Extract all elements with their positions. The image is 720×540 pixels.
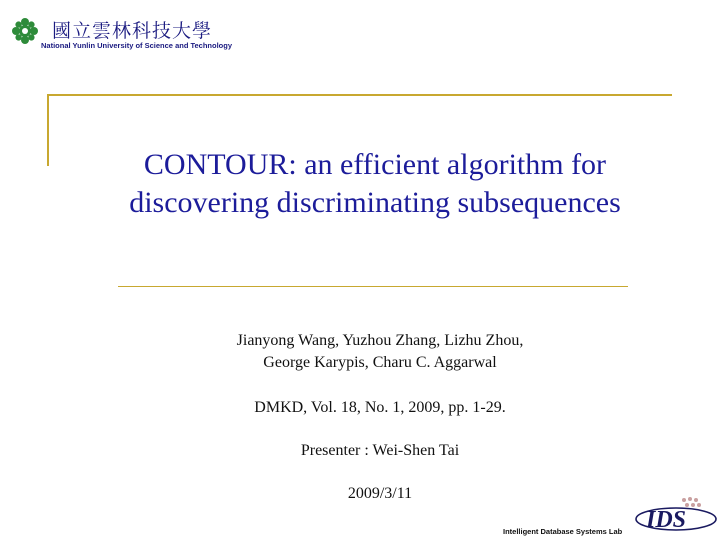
flower-emblem-icon — [12, 18, 38, 44]
slide-title — [60, 146, 690, 222]
presenter: Presenter : Wei-Shen Tai — [300, 442, 460, 459]
authors — [80, 330, 680, 374]
title-frame-top-border — [47, 94, 672, 96]
citation: DMKD, Vol. 18, No. 1, 2009, pp. 1-29. — [254, 399, 506, 416]
lab-name: Intelligent Database Systems Lab — [503, 527, 623, 536]
university-name-english: National Yunlin University of Science and Technology — [41, 41, 233, 50]
title-line-1: CONTOUR: an efficient algorithm for — [143, 148, 607, 181]
title-line-2: discovering discriminating subsequences — [129, 186, 621, 219]
lab-logo-text: IDS — [646, 507, 687, 533]
presentation-date: 2009/3/11 — [347, 485, 413, 502]
title-divider — [118, 286, 628, 287]
lab-logo — [634, 494, 718, 538]
authors-line-2: George Karypis, Charu C. Aggarwal — [263, 354, 497, 371]
university-name-chinese: 國立雲林科技大學 — [52, 20, 213, 42]
authors-line-1: Jianyong Wang, Yuzhou Zhang, Lizhu Zhou, — [236, 332, 524, 349]
title-frame-left-border — [47, 94, 49, 166]
